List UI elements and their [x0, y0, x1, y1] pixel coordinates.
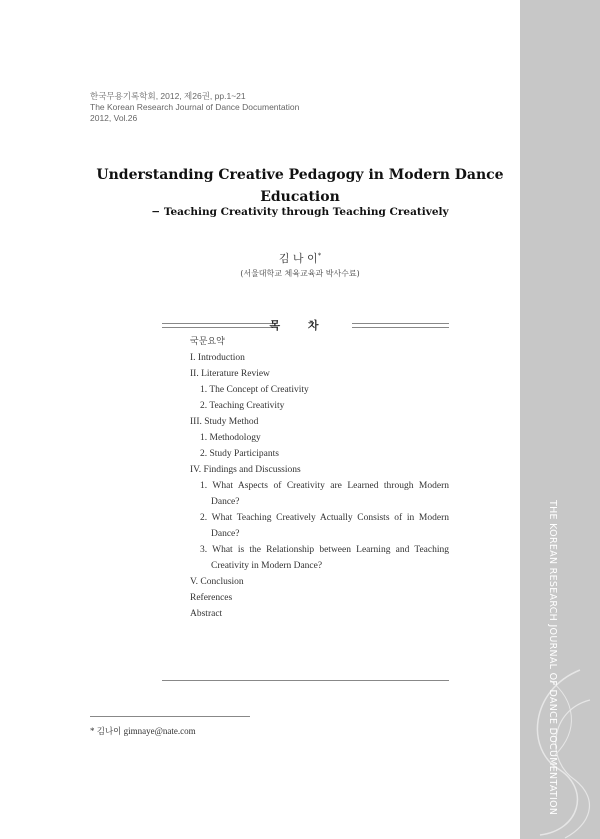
- toc-item: III. Study Method: [190, 417, 259, 427]
- toc-item-continuation: Dance?: [211, 497, 240, 507]
- toc-item: 1. Methodology: [200, 433, 261, 443]
- toc-item-continuation: Creativity in Modern Dance?: [211, 561, 323, 571]
- footnote-mark: *: [90, 726, 95, 736]
- journal-info-line: 2012, Vol.26: [90, 113, 138, 123]
- table-of-contents: [190, 334, 449, 622]
- author-affiliation: (서울대학교 체육교육과 박사수료): [240, 269, 360, 278]
- toc-rule-right: [352, 323, 449, 328]
- toc-item-continuation: Dance?: [211, 529, 240, 539]
- toc-item: I. Introduction: [190, 353, 245, 363]
- sidebar-journal-title: THE KOREAN RESEARCH JOURNAL OF DANCE DOCUMENTATION: [547, 500, 558, 816]
- toc-heading: 목 차: [269, 319, 331, 332]
- journal-info-line: The Korean Research Journal of Dance Documentation: [90, 102, 300, 112]
- toc-item: 2. Study Participants: [200, 449, 279, 459]
- title-line: Education: [260, 189, 340, 205]
- toc-item: 2. What Teaching Creatively Actually Consists of in Modern: [200, 513, 449, 523]
- paper-title: [90, 164, 510, 208]
- title-line: Understanding Creative Pedagogy in Modern Dance: [96, 167, 504, 183]
- toc-item: 국문요약: [190, 337, 225, 347]
- journal-info-line: 한국무용기록학회, 2012, 제26권, pp.1~21: [90, 91, 246, 101]
- author-footnote-mark: *: [317, 251, 322, 260]
- toc-item: 3. What is the Relationship between Learning and Teaching: [200, 545, 449, 555]
- journal-info: [90, 91, 299, 124]
- footnote-email: gimnaye@nate.com: [123, 726, 196, 736]
- toc-item: IV. Findings and Discussions: [190, 465, 301, 475]
- author-name: 김 나 이: [278, 252, 318, 265]
- footnote-rule: [90, 716, 250, 717]
- toc-item: V. Conclusion: [190, 577, 244, 587]
- footnote-author-name: 김나이: [96, 727, 122, 737]
- paper-subtitle: − Teaching Creativity through Teaching Creatively: [151, 206, 449, 218]
- toc-item: 1. The Concept of Creativity: [200, 385, 309, 395]
- toc-item: 1. What Aspects of Creativity are Learned through Modern: [200, 481, 449, 491]
- author: [90, 250, 510, 266]
- toc-item: References: [190, 593, 233, 603]
- toc-bottom-rule: [162, 680, 449, 681]
- footnote: [90, 725, 196, 737]
- toc-item: Abstract: [190, 609, 223, 619]
- toc-item: 2. Teaching Creativity: [200, 401, 285, 411]
- toc-item: II. Literature Review: [190, 369, 270, 379]
